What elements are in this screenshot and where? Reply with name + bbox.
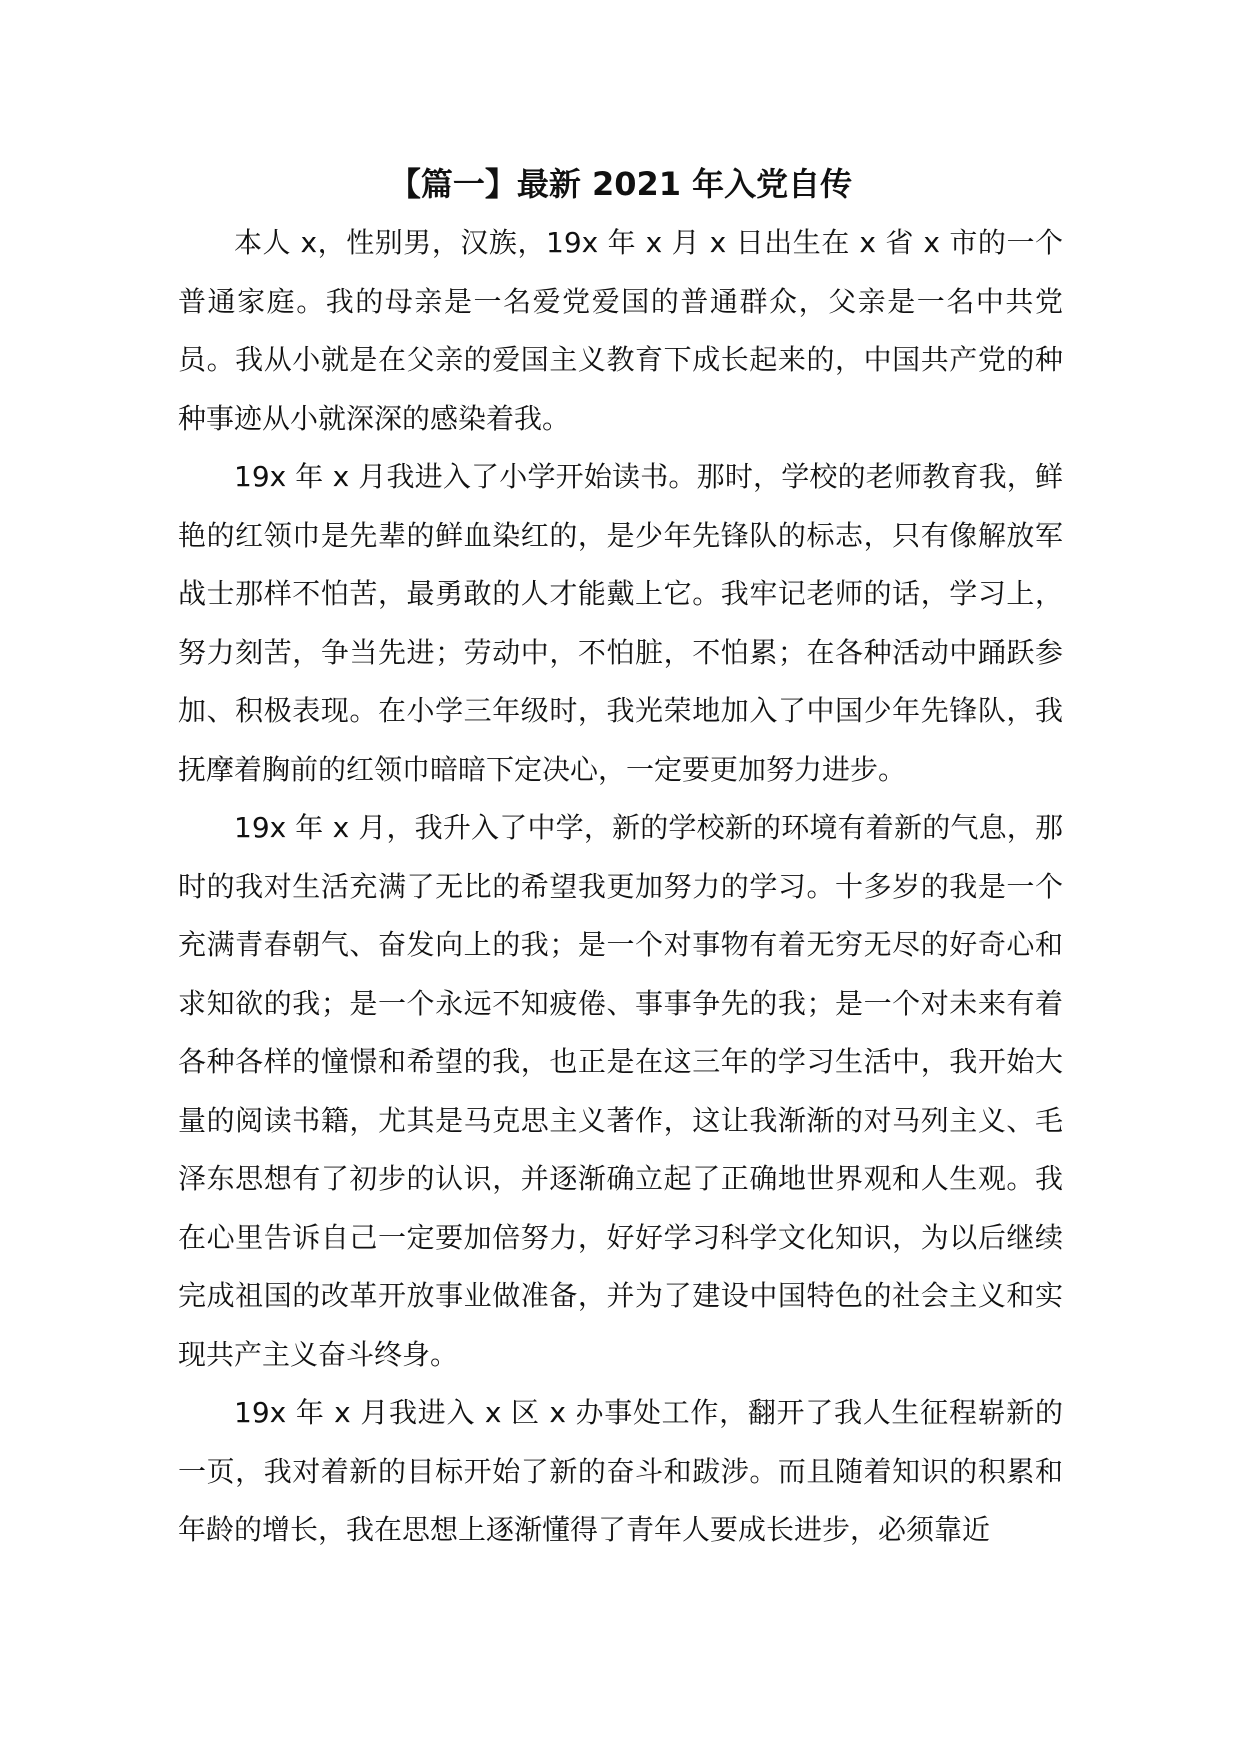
document-title: 【篇一】最新 2021 年入党自传	[388, 165, 853, 203]
paragraph-3: 19x 年 x 月，我升入了中学，新的学校新的环境有着新的气息，那时的我对生活充满了无比的希望我更加努力的学习。十多岁的我是一个充满青春朝气、奋发向上的我；是一个对事物有着无穷无尽的好奇心和求知欲的我；是一个永远不知疲倦、事事争先的我；是一个对未来有着各种各样的憧憬和希望的我，也正是在这三年的学习生活中，我开始大量的阅读书籍，尤其是马克思主义著作，这让我渐渐的对马列主义、毛泽东思想有了初步的认识，并逐渐确立起了正确地世界观和人生观。我在心里告诉自己一定要加倍努力，好好学习科学文化知识，为以后继续完成祖国的改革开放事业做准备，并为了建设中国特色的社会主义和实现共产主义奋斗终身。	[178, 811, 1063, 1371]
paragraph-2: 19x 年 x 月我进入了小学开始读书。那时，学校的老师教育我，鲜艳的红领巾是先辈的鲜血染红的，是少年先锋队的标志，只有像解放军战士那样不怕苦，最勇敢的人才能戴上它。我牢记老师的话，学习上，努力刻苦，争当先进；劳动中，不怕脏，不怕累；在各种活动中踊跃参加、积极表现。在小学三年级时，我光荣地加入了中国少年先锋队，我抚摩着胸前的红领巾暗暗下定决心，一定要更加努力进步。	[178, 460, 1063, 786]
paragraph-4: 19x 年 x 月我进入 x 区 x 办事处工作，翻开了我人生征程崭新的一页，我对着新的目标开始了新的奋斗和跋涉。而且随着知识的积累和年龄的增长，我在思想上逐渐懂得了青年人要成长进步，必须靠近	[178, 1396, 1063, 1546]
paragraph-1: 本人 x，性别男，汉族，19x 年 x 月 x 日出生在 x 省 x 市的一个普通家庭。我的母亲是一名爱党爱国的普通群众，父亲是一名中共党员。我从小就是在父亲的爱国主义教育下成长起来的，中国共产党的种种事迹从小就深深的感染着我。	[178, 226, 1063, 435]
document-body	[178, 160, 1063, 1560]
